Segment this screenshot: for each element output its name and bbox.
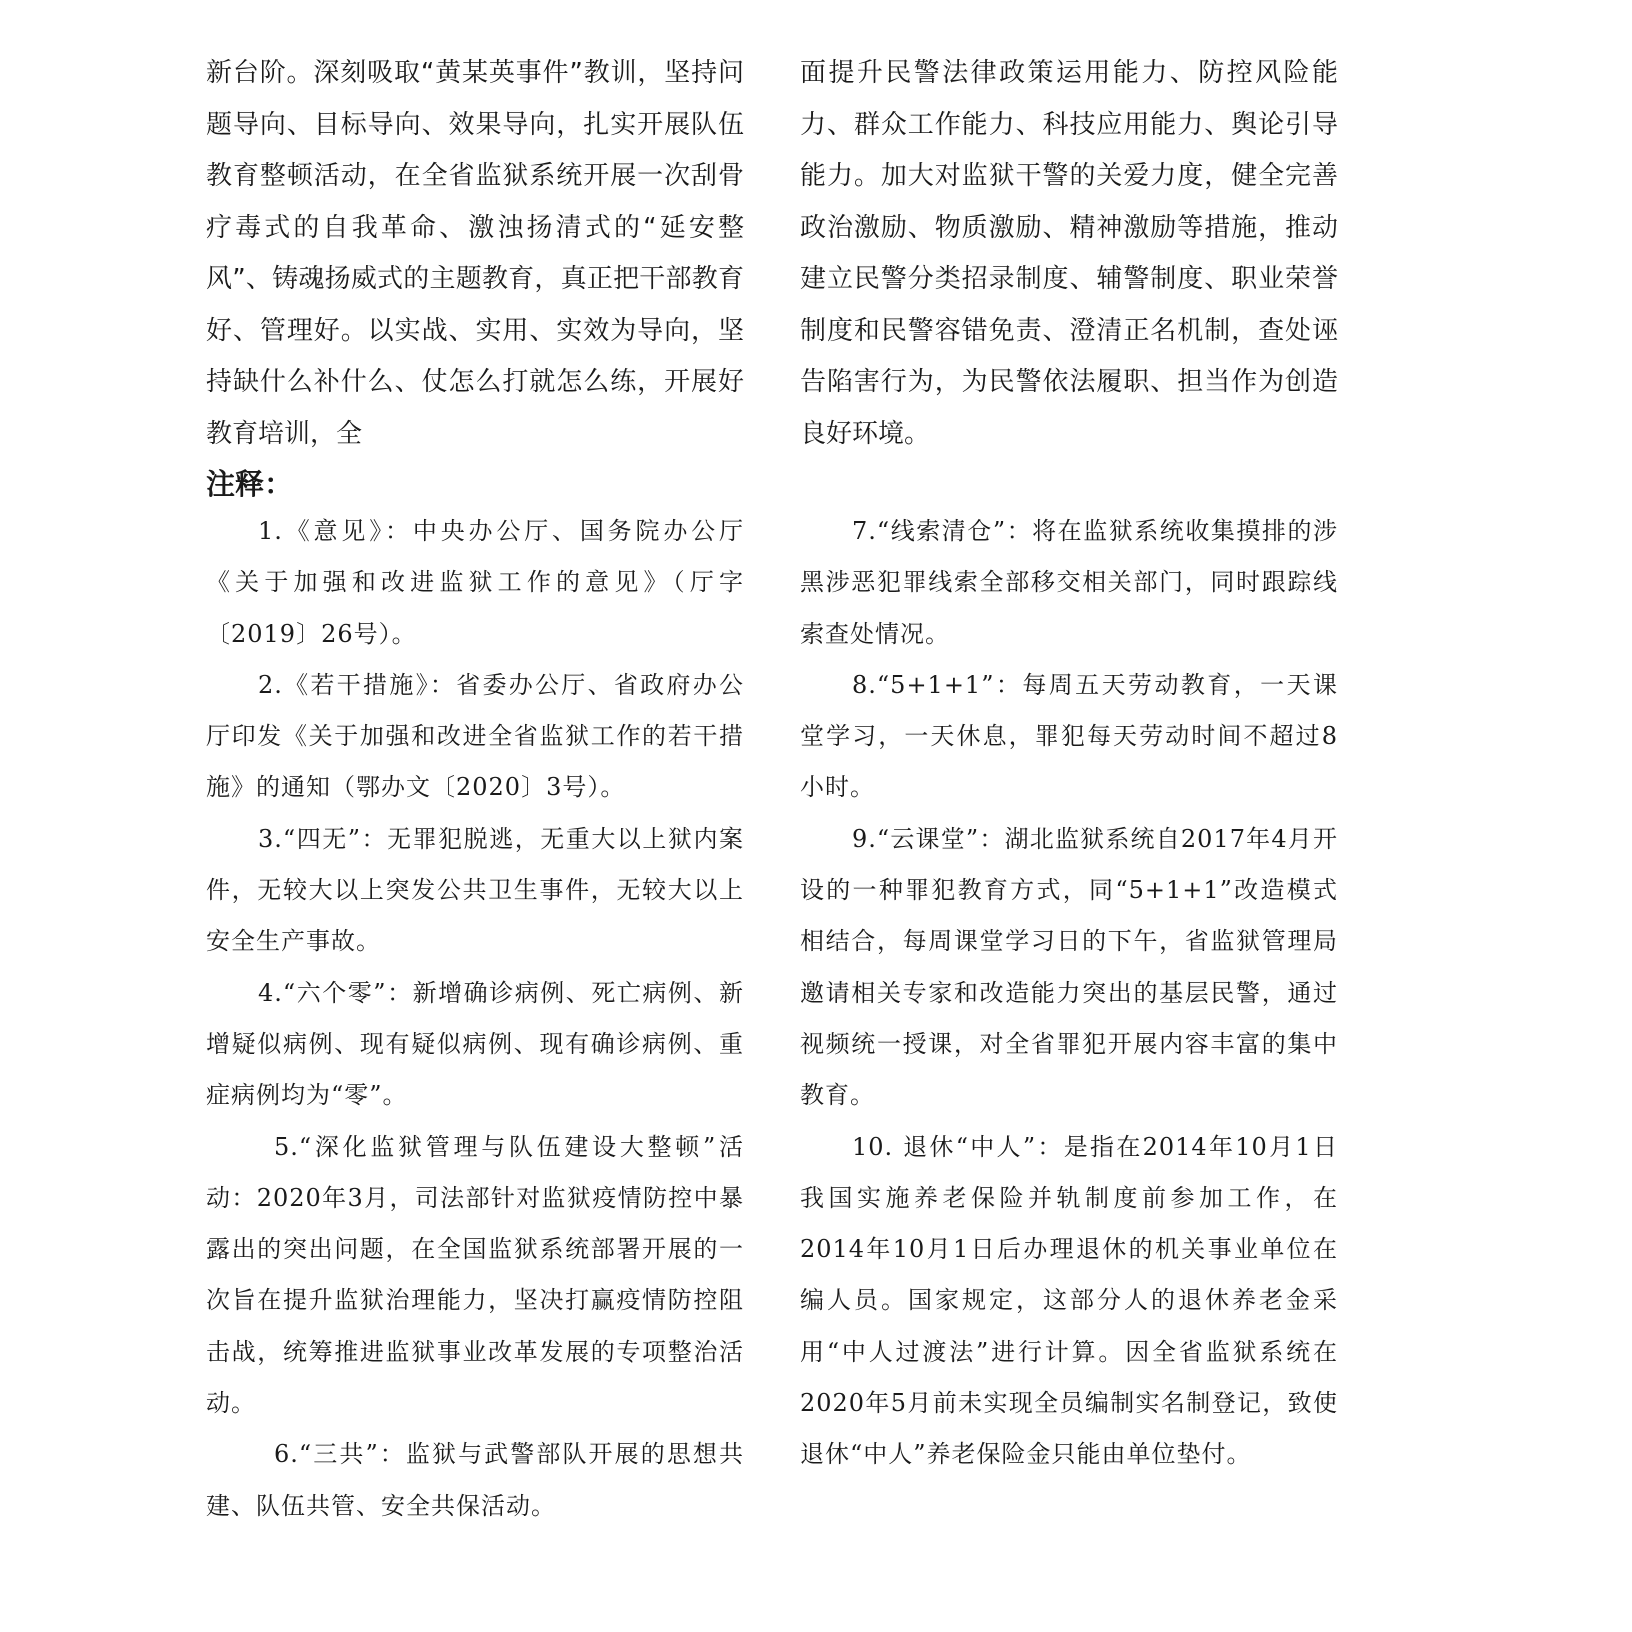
body-paragraph-left: 新台阶。深刻吸取“黄某英事件”教训，坚持问题导向、目标导向、效果导向，扎实开展队伍教育整顿活动，在全省监狱系统开展一次刮骨疗毒式的自我革命、激浊扬清式的“延安整风”、铸魂扬威式的主题教育，真正把干部教育好、管理好。以实战、实用、实效为导向，坚持缺什么补什么、仗怎么打就怎么练，开展好教育培训，全 <box>206 58 744 449</box>
note-9: 9.“云课堂”：湖北监狱系统自2017年4月开设的一种罪犯教育方式，同“5+1+1”改造模式相结合，每周课堂学习日的下午，省监狱管理局邀请相关专家和改造能力突出的基层民警，通过视频统一授课，对全省罪犯开展内容丰富的集中教育。 <box>800 824 1338 1110</box>
notes-heading: 注释： <box>206 467 294 501</box>
notes-column-left <box>206 506 744 1532</box>
note-10: 10. 退休“中人”：是指在2014年10月1日我国实施养老保险并轨制度前参加工作，在2014年10月1日后办理退休的机关事业单位在编人员。国家规定，这部分人的退休养老金采用“中人过渡法”进行计算。因全省监狱系统在2020年5月前未实现全员编制实名制登记，致使退休“中人”养老保险金只能由单位垫付。 <box>800 1132 1338 1469</box>
note-7: 7.“线索清仓”：将在监狱系统收集摸排的涉黑涉恶犯罪线索全部移交相关部门，同时跟踪线索查处情况。 <box>800 517 1338 648</box>
note-2: 2.《若干措施》：省委办公厅、省政府办公厅印发《关于加强和改进全省监狱工作的若干措施》的通知（鄂办文〔2020〕3号）。 <box>206 670 744 802</box>
body-paragraph-right: 面提升民警法律政策运用能力、防控风险能力、群众工作能力、科技应用能力、舆论引导能力。加大对监狱干警的关爱力度，健全完善政治激励、物质激励、精神激励等措施，推动建立民警分类招录制度、辅警制度、职业荣誉制度和民警容错免责、澄清正名机制，查处诬告陷害行为，为民警依法履职、担当作为创造良好环境。 <box>800 58 1338 449</box>
note-4: 4.“六个零”：新增确诊病例、死亡病例、新增疑似病例、现有疑似病例、现有确诊病例、重症病例均为“零”。 <box>206 978 744 1110</box>
note-8: 8.“5+1+1”：每周五天劳动教育，一天课堂学习，一天休息，罪犯每天劳动时间不超过8小时。 <box>800 670 1338 802</box>
note-5: 5.“深化监狱管理与队伍建设大整顿”活动：2020年3月，司法部针对监狱疫情防控中暴露出的突出问题，在全国监狱系统部署开展的一次旨在提升监狱治理能力，坚决打赢疫情防控阻击战，统筹推进监狱事业改革发展的专项整治活动。 <box>206 1132 744 1418</box>
note-1: 1.《意见》：中央办公厅、国务院办公厅《关于加强和改进监狱工作的意见》（厅字〔2019〕26号）。 <box>206 517 744 648</box>
note-6: 6.“三共”：监狱与武警部队开展的思想共建、队伍共管、安全共保活动。 <box>206 1440 744 1520</box>
notes-column-right <box>800 506 1338 1481</box>
note-3: 3.“四无”：无罪犯脱逃，无重大以上狱内案件，无较大以上突发公共卫生事件，无较大以上安全生产事故。 <box>206 824 744 956</box>
